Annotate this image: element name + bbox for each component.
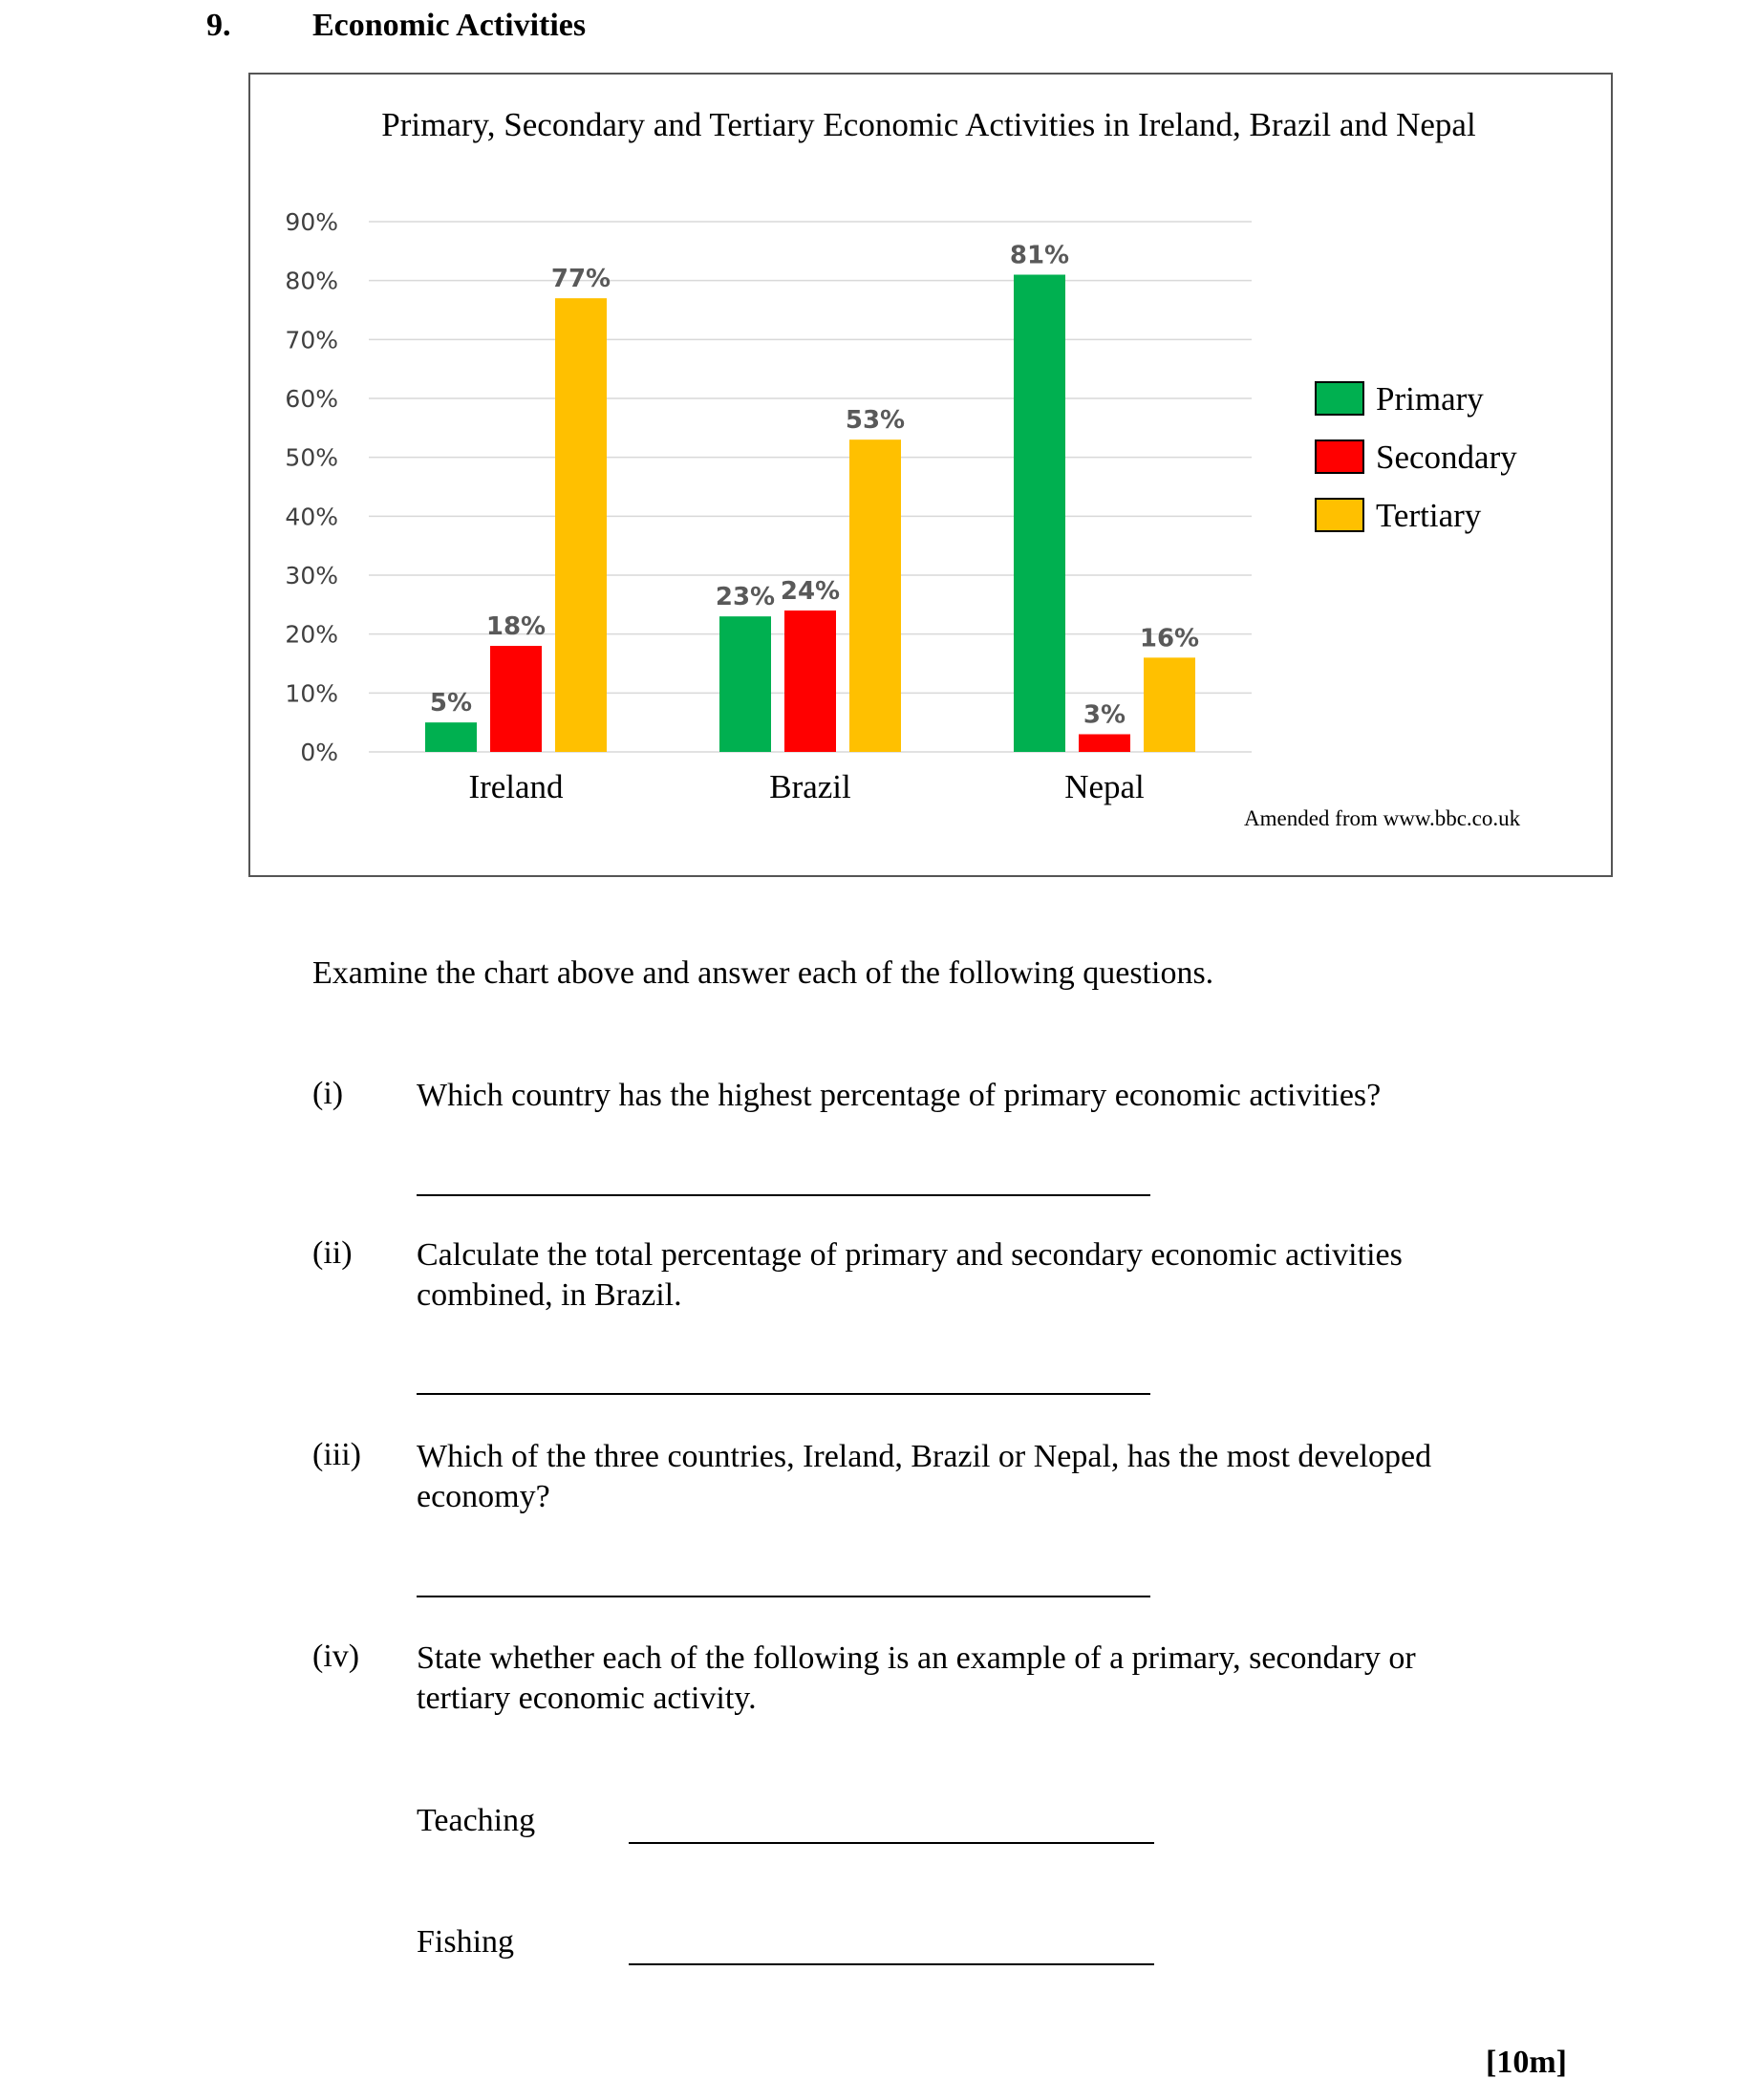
legend [1316, 380, 1517, 534]
y-tick-label: 60% [285, 385, 338, 413]
data-label: 23% [715, 583, 776, 612]
subquestion-text-line: tertiary economic activity. [417, 1681, 757, 1716]
marks-total: [10m] [1486, 2045, 1567, 2080]
subquestion-text-line: Calculate the total percentage of primary and secondary economic activities [417, 1237, 1403, 1273]
data-label: 81% [1009, 241, 1070, 270]
teaching-answer-line[interactable] [629, 1842, 1154, 1844]
subquestion-text-line: Which of the three countries, Ireland, Brazil or Nepal, has the most developed [417, 1439, 1432, 1474]
subquestion-text-line: combined, in Brazil. [417, 1277, 682, 1313]
activity-teaching-label: Teaching [417, 1803, 536, 1838]
y-tick-label: 20% [285, 620, 338, 649]
y-tick-label: 30% [285, 562, 338, 589]
legend-swatch-primary [1316, 382, 1363, 415]
subquestion-label: (iv) [312, 1639, 360, 1674]
answer-line[interactable] [417, 1596, 1150, 1597]
chart-source: Amended from www.bbc.co.uk [1244, 806, 1521, 830]
subquestion-text [417, 1639, 1659, 1719]
chart-frame [248, 73, 1613, 877]
question-title: Economic Activities [312, 8, 587, 43]
bar-ireland-primary [425, 722, 477, 752]
y-tick-label: 40% [285, 503, 338, 531]
question-number: 9. [206, 8, 231, 43]
fishing-answer-line[interactable] [629, 1963, 1154, 1965]
instruction-text: Examine the chart above and answer each of the following questions. [312, 955, 1214, 991]
bar-ireland-secondary [490, 646, 542, 752]
chart-title: Primary, Secondary and Tertiary Economic Activities in Ireland, Brazil and Nepal [381, 106, 1476, 143]
data-label: 3% [1083, 700, 1126, 730]
category-label: Nepal [1064, 768, 1145, 805]
data-label: 5% [429, 689, 473, 718]
data-label: 16% [1139, 624, 1200, 654]
category-labels [468, 768, 1145, 805]
bar-nepal-secondary [1079, 735, 1130, 753]
subquestion-text-line: economy? [417, 1479, 550, 1514]
bar-brazil-secondary [784, 611, 836, 752]
y-tick-label: 50% [285, 443, 338, 472]
subquestion-text: Which country has the highest percentage of primary economic activities? [417, 1078, 1382, 1113]
y-tick-label: 90% [285, 208, 338, 236]
subquestion-text [417, 1235, 1659, 1316]
subquestion-text [417, 1437, 1659, 1517]
category-label: Brazil [769, 768, 851, 805]
legend-label: Tertiary [1376, 497, 1482, 534]
bar-ireland-tertiary [555, 298, 607, 752]
y-tick-label: 0% [300, 739, 338, 766]
bar-brazil-tertiary [849, 439, 901, 752]
answer-line[interactable] [417, 1393, 1150, 1395]
subquestion-label: (ii) [312, 1235, 353, 1271]
legend-swatch-secondary [1316, 440, 1363, 473]
y-axis-ticks [285, 208, 338, 766]
subquestion-label: (iii) [312, 1437, 361, 1472]
activity-fishing-label: Fishing [417, 1924, 515, 1960]
data-label: 24% [780, 577, 841, 606]
answer-line[interactable] [417, 1194, 1150, 1196]
subquestion-text-line: State whether each of the following is an example of a primary, secondary or [417, 1640, 1416, 1676]
data-label: 18% [485, 612, 547, 641]
data-label: 77% [550, 265, 611, 294]
y-tick-label: 80% [285, 267, 338, 295]
legend-label: Secondary [1376, 439, 1517, 476]
bar-chart [250, 75, 1611, 875]
data-label: 53% [845, 406, 906, 436]
bar-brazil-primary [719, 616, 771, 752]
legend-swatch-tertiary [1316, 499, 1363, 531]
y-tick-label: 10% [285, 679, 338, 708]
category-label: Ireland [468, 768, 564, 805]
subquestion-label: (i) [312, 1076, 344, 1111]
bar-nepal-tertiary [1144, 657, 1195, 752]
y-tick-label: 70% [285, 326, 338, 354]
legend-label: Primary [1376, 380, 1484, 418]
bar-nepal-primary [1014, 275, 1065, 753]
bars [425, 275, 1195, 753]
